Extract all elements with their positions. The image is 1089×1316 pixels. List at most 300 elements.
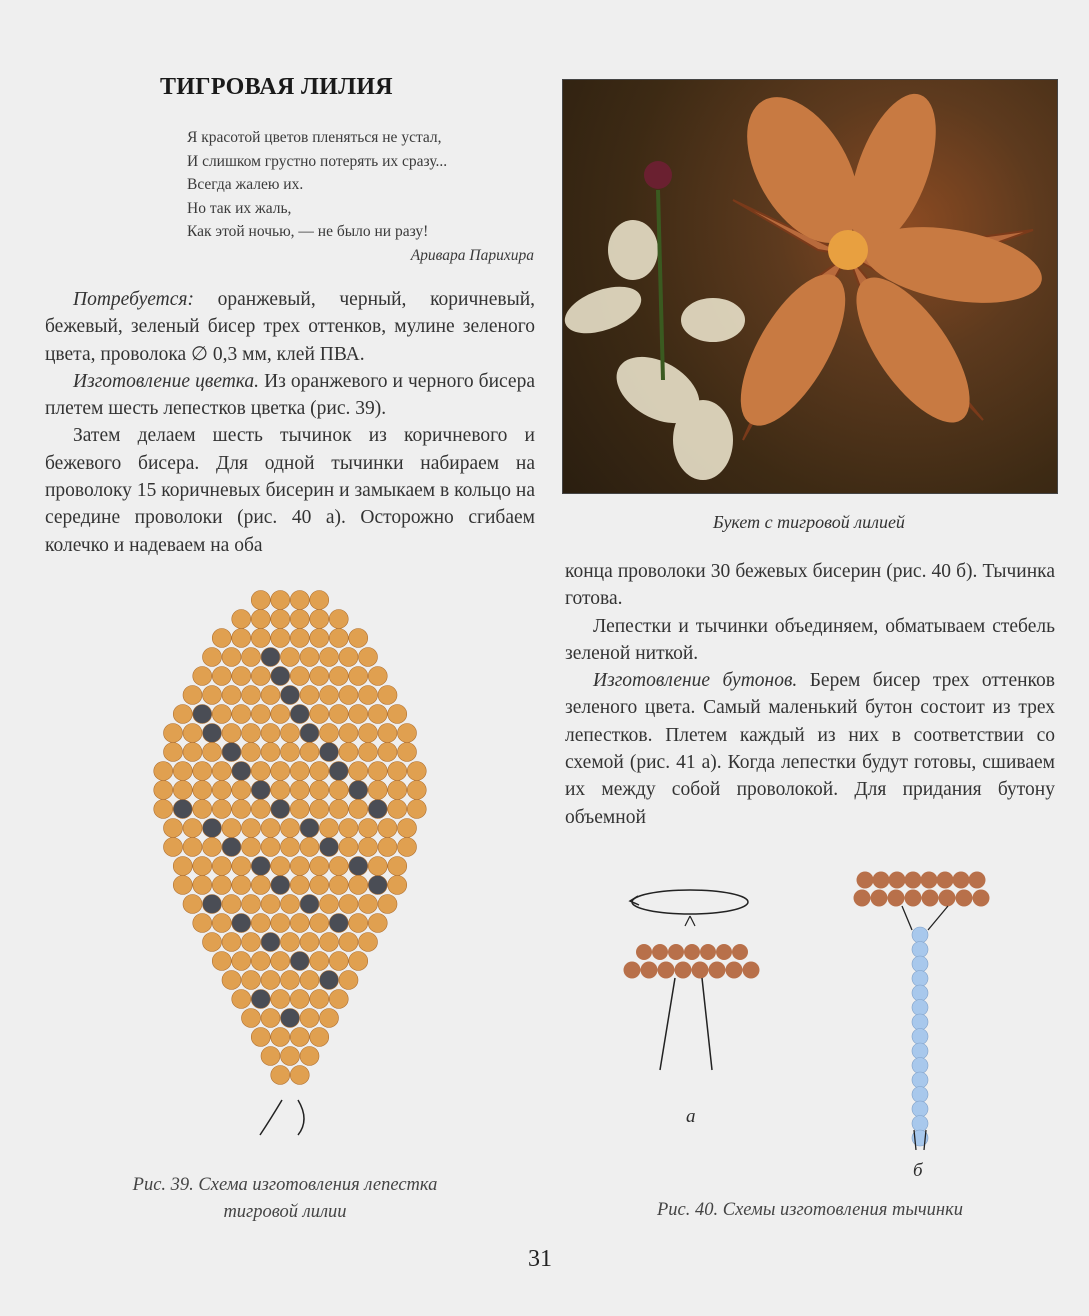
orange-bead bbox=[339, 724, 358, 743]
stamen-scheme-a bbox=[610, 870, 780, 1090]
brown-bead bbox=[624, 962, 641, 979]
black-bead bbox=[271, 667, 290, 686]
black-bead bbox=[232, 762, 251, 781]
orange-bead bbox=[193, 762, 212, 781]
orange-bead bbox=[320, 895, 339, 914]
orange-bead bbox=[212, 781, 231, 800]
orange-bead bbox=[407, 781, 426, 800]
black-bead bbox=[203, 895, 222, 914]
orange-bead bbox=[290, 591, 309, 610]
orange-bead bbox=[261, 686, 280, 705]
beige-bead bbox=[912, 942, 928, 958]
orange-bead bbox=[349, 762, 368, 781]
orange-bead bbox=[359, 743, 378, 762]
orange-bead bbox=[251, 800, 270, 819]
orange-bead bbox=[310, 914, 329, 933]
orange-bead bbox=[222, 724, 241, 743]
brown-bead bbox=[873, 872, 890, 889]
orange-bead bbox=[212, 857, 231, 876]
orange-bead bbox=[183, 895, 202, 914]
orange-bead bbox=[398, 724, 417, 743]
caption-line: тигровой лилии bbox=[223, 1202, 347, 1222]
orange-bead bbox=[164, 838, 183, 857]
orange-bead bbox=[212, 800, 231, 819]
black-bead bbox=[329, 762, 348, 781]
beige-bead bbox=[912, 1087, 928, 1103]
orange-bead bbox=[388, 876, 407, 895]
orange-bead bbox=[251, 876, 270, 895]
wire-ends bbox=[660, 978, 712, 1070]
orange-bead bbox=[359, 838, 378, 857]
orange-bead bbox=[251, 914, 270, 933]
orange-bead bbox=[320, 933, 339, 952]
orange-bead bbox=[290, 857, 309, 876]
orange-bead bbox=[300, 971, 319, 990]
orange-bead bbox=[290, 876, 309, 895]
beige-bead bbox=[912, 1072, 928, 1088]
arrow-down-icon bbox=[685, 916, 695, 926]
brown-bead bbox=[939, 890, 956, 907]
epigraph-line: Как этой ночью, — не было ни разу! bbox=[187, 223, 429, 240]
orange-bead bbox=[242, 743, 261, 762]
brown-bead bbox=[692, 962, 709, 979]
brown-bead bbox=[969, 872, 986, 889]
orange-bead bbox=[164, 819, 183, 838]
black-bead bbox=[320, 743, 339, 762]
black-bead bbox=[251, 781, 270, 800]
black-bead bbox=[271, 876, 290, 895]
orange-bead bbox=[173, 781, 192, 800]
orange-bead bbox=[310, 1028, 329, 1047]
orange-bead bbox=[310, 591, 329, 610]
black-bead bbox=[281, 1009, 300, 1028]
brown-bead bbox=[668, 944, 684, 960]
orange-bead bbox=[193, 876, 212, 895]
orange-bead bbox=[212, 952, 231, 971]
orange-bead bbox=[222, 933, 241, 952]
orange-bead bbox=[300, 686, 319, 705]
orange-bead bbox=[212, 629, 231, 648]
orange-bead bbox=[300, 743, 319, 762]
orange-bead bbox=[242, 724, 261, 743]
black-bead bbox=[290, 952, 309, 971]
orange-bead bbox=[339, 971, 358, 990]
black-bead bbox=[290, 705, 309, 724]
orange-bead bbox=[378, 743, 397, 762]
orange-bead bbox=[242, 838, 261, 857]
orange-bead bbox=[359, 686, 378, 705]
orange-bead bbox=[407, 800, 426, 819]
beige-bead bbox=[912, 1058, 928, 1074]
brown-bead bbox=[716, 944, 732, 960]
brown-bead bbox=[905, 890, 922, 907]
orange-bead bbox=[329, 857, 348, 876]
orange-bead bbox=[281, 933, 300, 952]
orange-bead bbox=[232, 800, 251, 819]
brown-bead bbox=[684, 944, 700, 960]
photo-caption: Букет с тигровой лилией bbox=[713, 512, 905, 532]
black-bead bbox=[300, 724, 319, 743]
beige-bead bbox=[912, 1116, 928, 1132]
epigraph-line: Всегда жалею их. bbox=[187, 176, 304, 193]
orange-bead bbox=[193, 857, 212, 876]
brown-bead bbox=[743, 962, 760, 979]
brown-bead bbox=[641, 962, 658, 979]
orange-bead bbox=[320, 819, 339, 838]
black-bead bbox=[193, 705, 212, 724]
black-bead bbox=[222, 743, 241, 762]
orange-bead bbox=[300, 648, 319, 667]
black-bead bbox=[349, 857, 368, 876]
orange-bead bbox=[339, 819, 358, 838]
orange-bead bbox=[154, 800, 173, 819]
orange-bead bbox=[242, 648, 261, 667]
orange-bead bbox=[329, 705, 348, 724]
orange-bead bbox=[261, 895, 280, 914]
black-bead bbox=[320, 838, 339, 857]
orange-bead bbox=[320, 1009, 339, 1028]
epigraph bbox=[187, 126, 534, 267]
black-bead bbox=[281, 686, 300, 705]
black-bead bbox=[368, 800, 387, 819]
orange-bead bbox=[203, 933, 222, 952]
paragraph-label: Изготовление цветка. bbox=[73, 370, 260, 392]
brown-bead bbox=[905, 872, 922, 889]
orange-bead bbox=[271, 857, 290, 876]
orange-bead bbox=[173, 705, 192, 724]
epigraph-author: Аривара Парихира bbox=[410, 246, 534, 264]
orange-bead bbox=[164, 724, 183, 743]
orange-bead bbox=[339, 686, 358, 705]
orange-bead bbox=[290, 629, 309, 648]
orange-bead bbox=[320, 686, 339, 705]
orange-bead bbox=[359, 933, 378, 952]
orange-bead bbox=[310, 781, 329, 800]
orange-bead bbox=[359, 724, 378, 743]
black-bead bbox=[368, 876, 387, 895]
brown-bead bbox=[888, 890, 905, 907]
orange-bead bbox=[222, 648, 241, 667]
paragraph: Лепестки и тычинки объединяем, обматываем стебель зеленой ниткой. bbox=[565, 615, 1055, 664]
lily-bouquet-illustration bbox=[563, 80, 1057, 493]
orange-bead bbox=[164, 743, 183, 762]
brown-bead bbox=[922, 890, 939, 907]
figure-label-b: б bbox=[913, 1160, 923, 1181]
orange-bead bbox=[251, 705, 270, 724]
orange-bead bbox=[222, 686, 241, 705]
orange-bead bbox=[359, 895, 378, 914]
orange-bead bbox=[349, 914, 368, 933]
orange-bead bbox=[193, 914, 212, 933]
orange-bead bbox=[368, 914, 387, 933]
orange-bead bbox=[261, 743, 280, 762]
orange-bead bbox=[261, 819, 280, 838]
orange-bead bbox=[368, 762, 387, 781]
orange-bead bbox=[271, 1066, 290, 1085]
black-bead bbox=[300, 895, 319, 914]
orange-bead bbox=[251, 629, 270, 648]
orange-bead bbox=[212, 914, 231, 933]
black-bead bbox=[271, 800, 290, 819]
orange-bead bbox=[271, 1028, 290, 1047]
orange-bead bbox=[203, 838, 222, 857]
orange-bead bbox=[154, 762, 173, 781]
orange-bead bbox=[329, 781, 348, 800]
orange-bead bbox=[310, 629, 329, 648]
paragraph: конца проволоки 30 бежевых бисерин (рис. 40 б). Тычинка готова. bbox=[565, 561, 1055, 610]
orange-bead bbox=[271, 781, 290, 800]
orange-bead bbox=[349, 705, 368, 724]
orange-bead bbox=[378, 838, 397, 857]
orange-bead bbox=[388, 762, 407, 781]
orange-bead bbox=[329, 876, 348, 895]
orange-bead bbox=[339, 743, 358, 762]
brown-bead bbox=[953, 872, 970, 889]
orange-bead bbox=[232, 857, 251, 876]
orange-bead bbox=[378, 895, 397, 914]
right-column-text bbox=[565, 558, 1055, 831]
brown-bead bbox=[921, 872, 938, 889]
orange-bead bbox=[281, 838, 300, 857]
orange-bead bbox=[290, 914, 309, 933]
stamen-scheme-b bbox=[840, 860, 1000, 1150]
black-bead bbox=[300, 819, 319, 838]
orange-bead bbox=[329, 610, 348, 629]
orange-bead bbox=[290, 667, 309, 686]
left-column-text bbox=[45, 286, 535, 559]
orange-bead bbox=[339, 933, 358, 952]
orange-bead bbox=[222, 819, 241, 838]
paragraph bbox=[45, 286, 535, 368]
orange-bead bbox=[271, 990, 290, 1009]
orange-bead bbox=[242, 686, 261, 705]
orange-bead bbox=[310, 762, 329, 781]
wire bbox=[902, 906, 948, 930]
orange-bead bbox=[251, 667, 270, 686]
orange-bead bbox=[359, 648, 378, 667]
orange-bead bbox=[242, 971, 261, 990]
orange-bead bbox=[339, 648, 358, 667]
beige-bead bbox=[912, 1029, 928, 1045]
orange-bead bbox=[173, 857, 192, 876]
orange-bead bbox=[329, 952, 348, 971]
orange-bead bbox=[310, 857, 329, 876]
orange-bead bbox=[398, 743, 417, 762]
epigraph-line: И слишком грустно потерять их сразу... bbox=[187, 152, 448, 170]
brown-bead bbox=[973, 890, 990, 907]
orange-bead bbox=[329, 990, 348, 1009]
orange-bead bbox=[154, 781, 173, 800]
orange-bead bbox=[388, 781, 407, 800]
page-number: 31 bbox=[528, 1246, 552, 1272]
orange-bead bbox=[203, 648, 222, 667]
orange-bead bbox=[251, 762, 270, 781]
orange-bead bbox=[281, 648, 300, 667]
fig39-caption bbox=[60, 1172, 510, 1226]
orange-bead bbox=[300, 838, 319, 857]
black-bead bbox=[261, 933, 280, 952]
orange-bead bbox=[271, 914, 290, 933]
orange-bead bbox=[388, 705, 407, 724]
paragraph bbox=[45, 368, 535, 423]
orange-bead bbox=[232, 990, 251, 1009]
orange-bead bbox=[271, 610, 290, 629]
orange-bead bbox=[281, 743, 300, 762]
brown-bead bbox=[857, 872, 874, 889]
epigraph-line: Я красотой цветов пленяться не устал, bbox=[187, 129, 442, 146]
orange-bead bbox=[261, 724, 280, 743]
orange-bead bbox=[232, 705, 251, 724]
orange-bead bbox=[368, 857, 387, 876]
orange-bead bbox=[339, 895, 358, 914]
orange-bead bbox=[310, 610, 329, 629]
orange-bead bbox=[290, 781, 309, 800]
orange-bead bbox=[242, 933, 261, 952]
brown-bead bbox=[732, 944, 748, 960]
beige-bead bbox=[912, 1043, 928, 1059]
orange-bead bbox=[183, 743, 202, 762]
orange-bead bbox=[290, 990, 309, 1009]
orange-bead bbox=[368, 781, 387, 800]
orange-bead bbox=[232, 610, 251, 629]
beige-bead bbox=[912, 971, 928, 987]
orange-bead bbox=[281, 1047, 300, 1066]
rotation-arrow-icon bbox=[632, 890, 748, 914]
orange-bead bbox=[261, 838, 280, 857]
black-bead bbox=[251, 857, 270, 876]
orange-bead bbox=[281, 819, 300, 838]
paragraph-label: Изготовление бутонов. bbox=[593, 670, 798, 692]
orange-bead bbox=[203, 743, 222, 762]
orange-bead bbox=[281, 724, 300, 743]
paragraph-text: оранжевый, черный, коричневый, бежевый, зеленый бисер трех оттенков, мулине зеленого цвета, проволока ∅ 0,3 мм, клей ПВА. bbox=[45, 289, 535, 365]
orange-bead bbox=[183, 819, 202, 838]
paragraph bbox=[565, 667, 1055, 831]
orange-bead bbox=[222, 971, 241, 990]
epigraph-line: Но так их жаль, bbox=[187, 199, 292, 217]
orange-bead bbox=[329, 629, 348, 648]
orange-bead bbox=[183, 724, 202, 743]
orange-bead bbox=[261, 1047, 280, 1066]
orange-bead bbox=[212, 667, 231, 686]
orange-bead bbox=[398, 838, 417, 857]
beige-bead bbox=[912, 956, 928, 972]
brown-bead bbox=[700, 944, 716, 960]
black-bead bbox=[203, 819, 222, 838]
orange-bead bbox=[242, 819, 261, 838]
orange-bead bbox=[173, 762, 192, 781]
orange-bead bbox=[290, 800, 309, 819]
orange-bead bbox=[388, 857, 407, 876]
orange-bead bbox=[290, 1066, 309, 1085]
orange-bead bbox=[368, 667, 387, 686]
orange-bead bbox=[251, 610, 270, 629]
orange-bead bbox=[271, 591, 290, 610]
orange-bead bbox=[193, 667, 212, 686]
brown-bead bbox=[889, 872, 906, 889]
brown-bead bbox=[871, 890, 888, 907]
paragraph: Затем делаем шесть тычинок из коричневого и бежевого бисера. Для одной тычинки набираем на проволоку 15 коричневых бисерин и замыкаем в кольцо на середине проволоки (рис. 40 а). Осторожно сгибаем колечко и надеваем на оба bbox=[45, 425, 535, 556]
orange-bead bbox=[281, 971, 300, 990]
orange-bead bbox=[349, 876, 368, 895]
orange-bead bbox=[251, 1028, 270, 1047]
paragraph-text: Из оранжевого и черного бисера плетем шесть лепестков цветка (рис. 39). bbox=[45, 370, 535, 420]
orange-bead bbox=[300, 1047, 319, 1066]
brown-bead bbox=[726, 962, 743, 979]
brown-bead bbox=[636, 944, 652, 960]
orange-bead bbox=[251, 591, 270, 610]
orange-bead bbox=[290, 1028, 309, 1047]
orange-bead bbox=[310, 952, 329, 971]
orange-bead bbox=[222, 895, 241, 914]
orange-bead bbox=[300, 1009, 319, 1028]
orange-bead bbox=[339, 838, 358, 857]
fig40-caption: Рис. 40. Схемы изготовления тычинки bbox=[656, 1200, 964, 1220]
brown-bead bbox=[956, 890, 973, 907]
black-bead bbox=[349, 781, 368, 800]
wire-ends bbox=[260, 1100, 304, 1135]
paragraph-text: Берем бисер трех оттенков зеленого цвета. Самый маленький бутон состоит из трех лепестков. Плетем каждый из них в соответствии со схемой (рис. 41 а). Когда лепестки будут готовы, сшиваем их между собой проволокой. Для придания бутону объемной bbox=[565, 670, 1055, 828]
brown-bead bbox=[937, 872, 954, 889]
orange-bead bbox=[232, 667, 251, 686]
paragraph-label: Потребуется: bbox=[73, 289, 194, 310]
orange-bead bbox=[329, 667, 348, 686]
black-bead bbox=[222, 838, 241, 857]
orange-bead bbox=[271, 762, 290, 781]
orange-bead bbox=[193, 800, 212, 819]
orange-bead bbox=[193, 781, 212, 800]
orange-bead bbox=[173, 876, 192, 895]
caption-line: Рис. 39. Схема изготовления лепестка bbox=[132, 1175, 438, 1195]
orange-bead bbox=[251, 952, 270, 971]
orange-bead bbox=[310, 876, 329, 895]
black-bead bbox=[329, 914, 348, 933]
orange-bead bbox=[359, 819, 378, 838]
black-bead bbox=[232, 914, 251, 933]
orange-bead bbox=[281, 895, 300, 914]
orange-bead bbox=[349, 952, 368, 971]
orange-bead bbox=[271, 705, 290, 724]
orange-bead bbox=[242, 895, 261, 914]
orange-bead bbox=[378, 724, 397, 743]
tiger-lily-photo bbox=[562, 79, 1058, 494]
orange-bead bbox=[232, 781, 251, 800]
orange-bead bbox=[378, 686, 397, 705]
orange-bead bbox=[310, 705, 329, 724]
orange-bead bbox=[242, 1009, 261, 1028]
orange-bead bbox=[212, 876, 231, 895]
orange-bead bbox=[398, 819, 417, 838]
orange-bead bbox=[232, 629, 251, 648]
orange-bead bbox=[320, 724, 339, 743]
orange-bead bbox=[183, 838, 202, 857]
beige-bead bbox=[912, 1000, 928, 1016]
petal-bead-scheme bbox=[120, 580, 460, 1140]
page-title: ТИГРОВАЯ ЛИЛИЯ bbox=[160, 74, 393, 100]
orange-bead bbox=[183, 686, 202, 705]
orange-bead bbox=[310, 800, 329, 819]
orange-bead bbox=[310, 667, 329, 686]
orange-bead bbox=[212, 705, 231, 724]
orange-bead bbox=[271, 629, 290, 648]
beige-bead bbox=[912, 1101, 928, 1117]
orange-bead bbox=[290, 610, 309, 629]
orange-bead bbox=[407, 762, 426, 781]
orange-bead bbox=[232, 876, 251, 895]
orange-bead bbox=[261, 971, 280, 990]
black-bead bbox=[203, 724, 222, 743]
orange-bead bbox=[310, 990, 329, 1009]
